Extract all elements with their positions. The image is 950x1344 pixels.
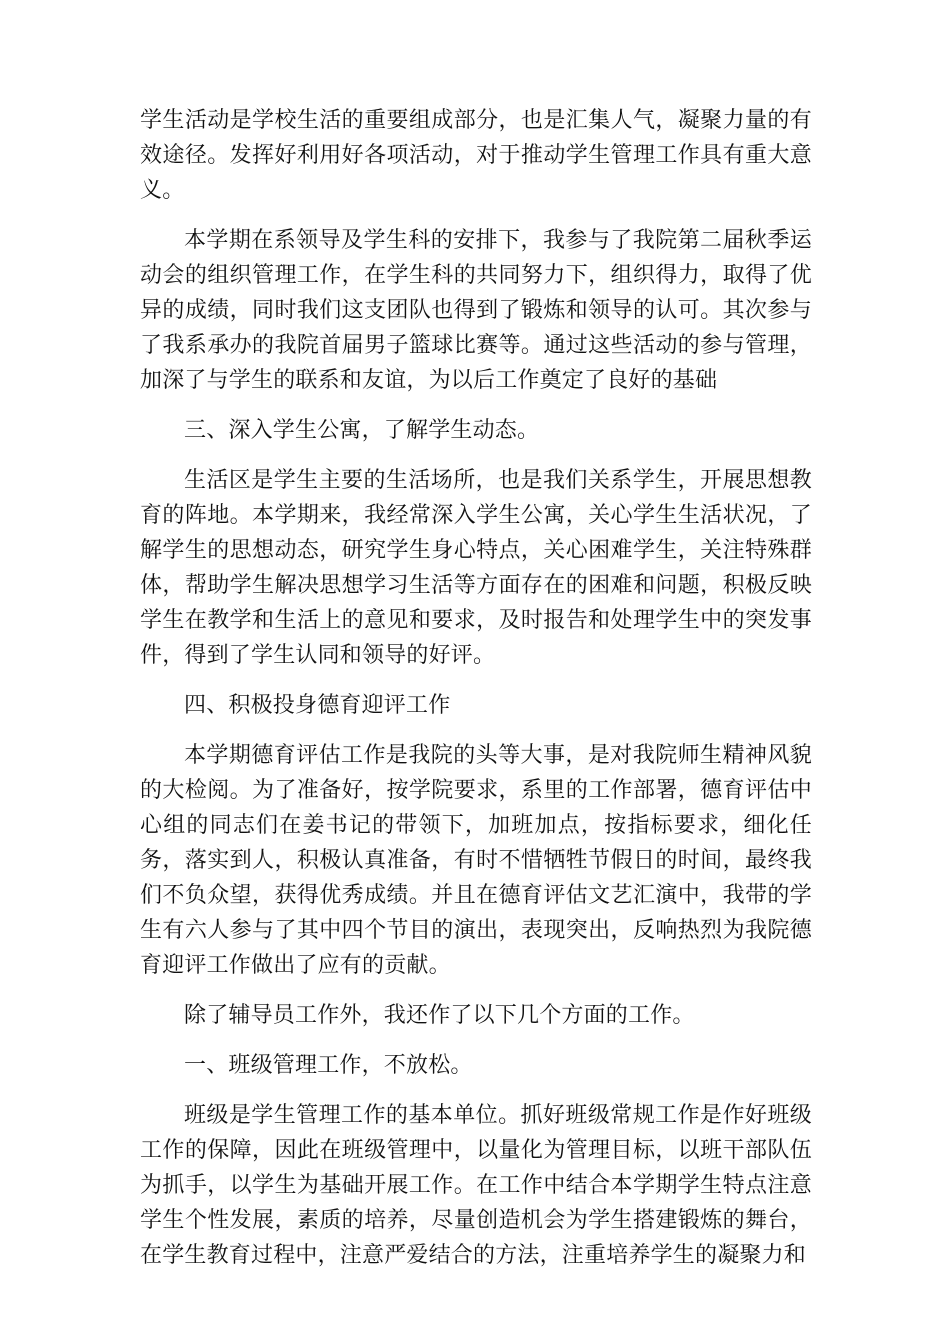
paragraph-2: 本学期在系领导及学生科的安排下，我参与了我院第二届秋季运动会的组织管理工作，在学生科的共同努力下，组织得力，取得了优异的成绩，同时我们这支团队也得到了锻炼和领导的认可。其次参与了我系承办的我院首届男子篮球比赛等。通过这些活动的参与管理，加深了与学生的联系和友谊，为以后工作奠定了良好的基础 (140, 228, 812, 393)
paragraph-9: 班级是学生管理工作的基本单位。抓好班级常规工作是作好班级工作的保障，因此在班级管理中，以量化为管理目标，以班干部队伍为抓手，以学生为基础开展工作。在工作中结合本学期学生特点注意学生个性发展，素质的培养，尽量创造机会为学生搭建锻炼的舞台，在学生教育过程中，注意严爱结合的方法，注重培养学生的凝聚力和 (140, 1103, 812, 1268)
section-heading-4: 四、积极投身德育迎评工作 (184, 693, 451, 718)
paragraph-4: 生活区是学生主要的生活场所，也是我们关系学生，开展思想教育的阵地。本学期来，我经常深入学生公寓，关心学生生活状况，了解学生的思想动态，研究学生身心特点，关心困难学生，关注特殊群体，帮助学生解决思想学习生活等方面存在的困难和问题，积极反映学生在教学和生活上的意见和要求，及时报告和处理学生中的突发事件，得到了学生认同和领导的好评。 (140, 468, 812, 668)
paragraph-7: 除了辅导员工作外，我还作了以下几个方面的工作。 (184, 1003, 695, 1028)
section-heading-3: 三、深入学生公寓，了解学生动态。 (184, 418, 540, 443)
section-heading-1: 一、班级管理工作，不放松。 (184, 1053, 473, 1078)
document-body (140, 103, 812, 1288)
paragraph-1: 学生活动是学校生活的重要组成部分，也是汇集人气，凝聚力量的有效途径。发挥好利用好各项活动，对于推动学生管理工作具有重大意义。 (140, 108, 812, 203)
paragraph-6: 本学期德育评估工作是我院的头等大事，是对我院师生精神风貌的大检阅。为了准备好，按学院要求，系里的工作部署，德育评估中心组的同志们在姜书记的带领下，加班加点，按指标要求，细化任务，落实到人，积极认真准备，有时不惜牺牲节假日的时间，最终我们不负众望，获得优秀成绩。并且在德育评估文艺汇演中，我带的学生有六人参与了其中四个节目的演出，表现突出，反响热烈为我院德育迎评工作做出了应有的贡献。 (140, 743, 812, 978)
